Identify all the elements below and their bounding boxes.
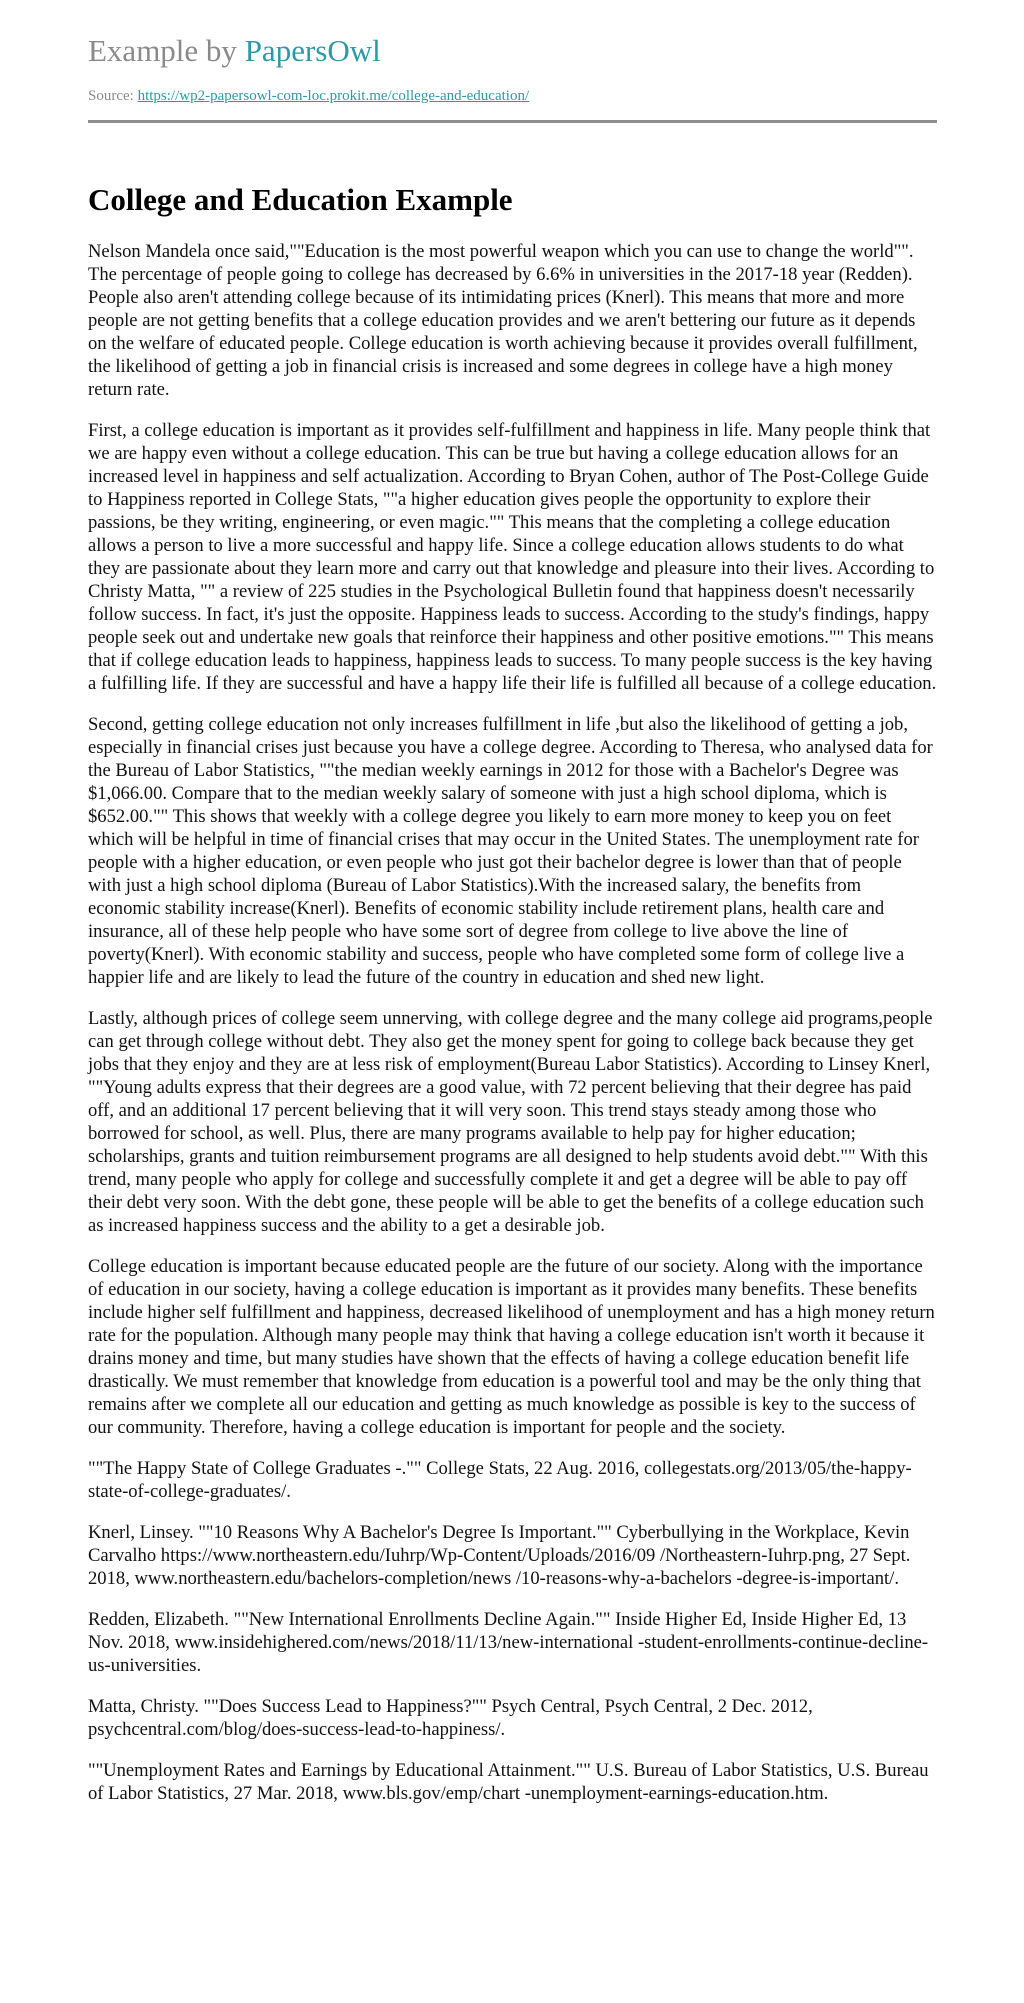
header-divider	[88, 120, 937, 123]
body-paragraph-debt: Lastly, although prices of college seem unnerving, with college degree and the many college aid programs,people can get through college without debt. They also get the money spent for going to college back because they get jobs that they enjoy and they are at less risk of employment(Bureau Labor Statistics). According to Linsey Knerl, ""Young adults express that their degrees are a good value, with 72 percent believing that their degree has paid off, and an additional 17 percent believing that it will very soon. This trend stays steady among those who borrowed for school, as well. Plus, there are many programs available to help pay for higher education; scholarships, grants and tuition reimbursement programs are all designed to help students avoid debt."" With this trend, many people who apply for college and successfully complete it and get a degree will be able to pay off their debt very soon. With the debt gone, these people will be able to get the benefits of a college education such as increased happiness success and the ability to a get a desirable job.	[88, 1008, 933, 1236]
source-link[interactable]: https://wp2-papersowl-com-loc.prokit.me/college-and-education/	[137, 88, 530, 104]
reference-redden: Redden, Elizabeth. ""New International Enrollments Decline Again."" Inside Higher Ed, Inside Higher Ed, 13 Nov. 2018, www.insidehighered.com/news/2018/11/13/new-international -student-enrollments-continue-decline-us-universities.	[88, 1609, 929, 1676]
body-paragraph-fulfillment: First, a college education is important as it provides self-fulfillment and happiness in life. Many people think that we are happy even without a college education. This can be true but having a college education allows for an increased level in happiness and self actualization. According to Bryan Cohen, author of The Post-College Guide to Happiness reported in College Stats, ""a higher education gives people the opportunity to explore their passions, be they writing, engineering, or even magic."" This means that the completing a college education allows a person to live a more successful and happy life. Since a college education allows students to do what they are passionate about they learn more and carry out that knowledge and pleasure into their lives. According to Christy Matta, "" a review of 225 studies in the Psychological Bulletin found that happiness doesn't necessarily follow success. In fact, it's just the opposite. Happiness leads to success. According to the study's findings, happy people seek out and undertake new goals that reinforce their happiness and other positive emotions."" This means that if college education leads to happiness, happiness leads to success. To many people success is the key having a fulfilling life. If they are successful and have a happy life their life is fulfilled all because of a college education.	[88, 420, 937, 694]
brand-name: PapersOwl	[244, 33, 381, 68]
body-paragraph-conclusion: College education is important because educated people are the future of our society. Along with the importance of education in our society, having a college education is important as it provides many benefits. These benefits include higher self fulfillment and happiness, decreased likelihood of unemployment and has a high money return rate for the population. Although many people may think that having a college education isn't worth it because it drains money and time, but many studies have shown that the effects of having a college education benefit life drastically. We must remember that knowledge from education is a powerful tool and may be the only thing that remains after we complete all our education and getting as much knowledge as possible is key to the success of our community. Therefore, having a college education is important for people and the society.	[88, 1256, 935, 1438]
body-paragraph-employment: Second, getting college education not only increases fulfillment in life ,but also the likelihood of getting a job, especially in financial crises just because you have a college degree. According to Theresa, who analysed data for the Bureau of Labor Statistics, ""the median weekly earnings in 2012 for those with a Bachelor's Degree was $1,066.00. Compare that to the median weekly salary of someone with just a high school diploma, which is $652.00."" This shows that weekly with a college degree you likely to earn more money to keep you on feet which will be helpful in time of financial crises that may occur in the United States. The unemployment rate for people with a higher education, or even people who just got their bachelor degree is lower than that of people with just a high school diploma (Bureau of Labor Statistics).With the increased salary, the benefits from economic stability increase(Knerl). Benefits of economic stability include retirement plans, health care and insurance, all of these help people who have some sort of degree from college to live above the line of poverty(Knerl). With economic stability and success, people who have completed some form of college live a happier life and are likely to lead the future of the country in education and shed new light.	[88, 714, 933, 988]
header-title	[88, 0, 937, 72]
reference-college-stats: ""The Happy State of College Graduates -."" College Stats, 22 Aug. 2016, collegestats.org/2013/05/the-happy-state-of-college-graduates/.	[88, 1458, 912, 1502]
source-label: Source:	[88, 88, 138, 104]
header-prefix: Example by	[88, 33, 245, 68]
reference-matta: Matta, Christy. ""Does Success Lead to Happiness?"" Psych Central, Psych Central, 2 Dec. 2012, psychcentral.com/blog/does-success-lead-to-happiness/.	[88, 1696, 813, 1740]
document-page	[88, 0, 937, 1823]
reference-knerl: Knerl, Linsey. ""10 Reasons Why A Bachelor's Degree Is Important."" Cyberbullying in the Workplace, Kevin Carvalho https://www.northeastern.edu/Iuhrp/Wp-Content/Uploads/2016/09 /Northeastern-Iuhrp.png, 27 Sept. 2018, www.northeastern.edu/bachelors-completion/news /10-reasons-why-a-bachelors -degree-is-important/.	[88, 1522, 911, 1589]
document-title: College and Education Example	[88, 182, 513, 217]
source-line	[88, 86, 937, 106]
reference-bls: ""Unemployment Rates and Earnings by Educational Attainment."" U.S. Bureau of Labor Statistics, U.S. Bureau of Labor Statistics, 27 Mar. 2018, www.bls.gov/emp/chart -unemployment-earnings-education.htm.	[88, 1760, 929, 1804]
document-body	[88, 240, 937, 1805]
body-paragraph-intro: Nelson Mandela once said,""Education is the most powerful weapon which you can use to change the world"". The percentage of people going to college has decreased by 6.6% in universities in the 2017-18 year (Redden). People also aren't attending college because of its intimidating prices (Knerl). This means that more and more people are not getting benefits that a college education provides and we aren't bettering our future as it depends on the welfare of educated people. College education is worth achieving because it provides overall fulfillment, the likelihood of getting a job in financial crisis is increased and some degrees in college have a high money return rate.	[88, 241, 918, 400]
